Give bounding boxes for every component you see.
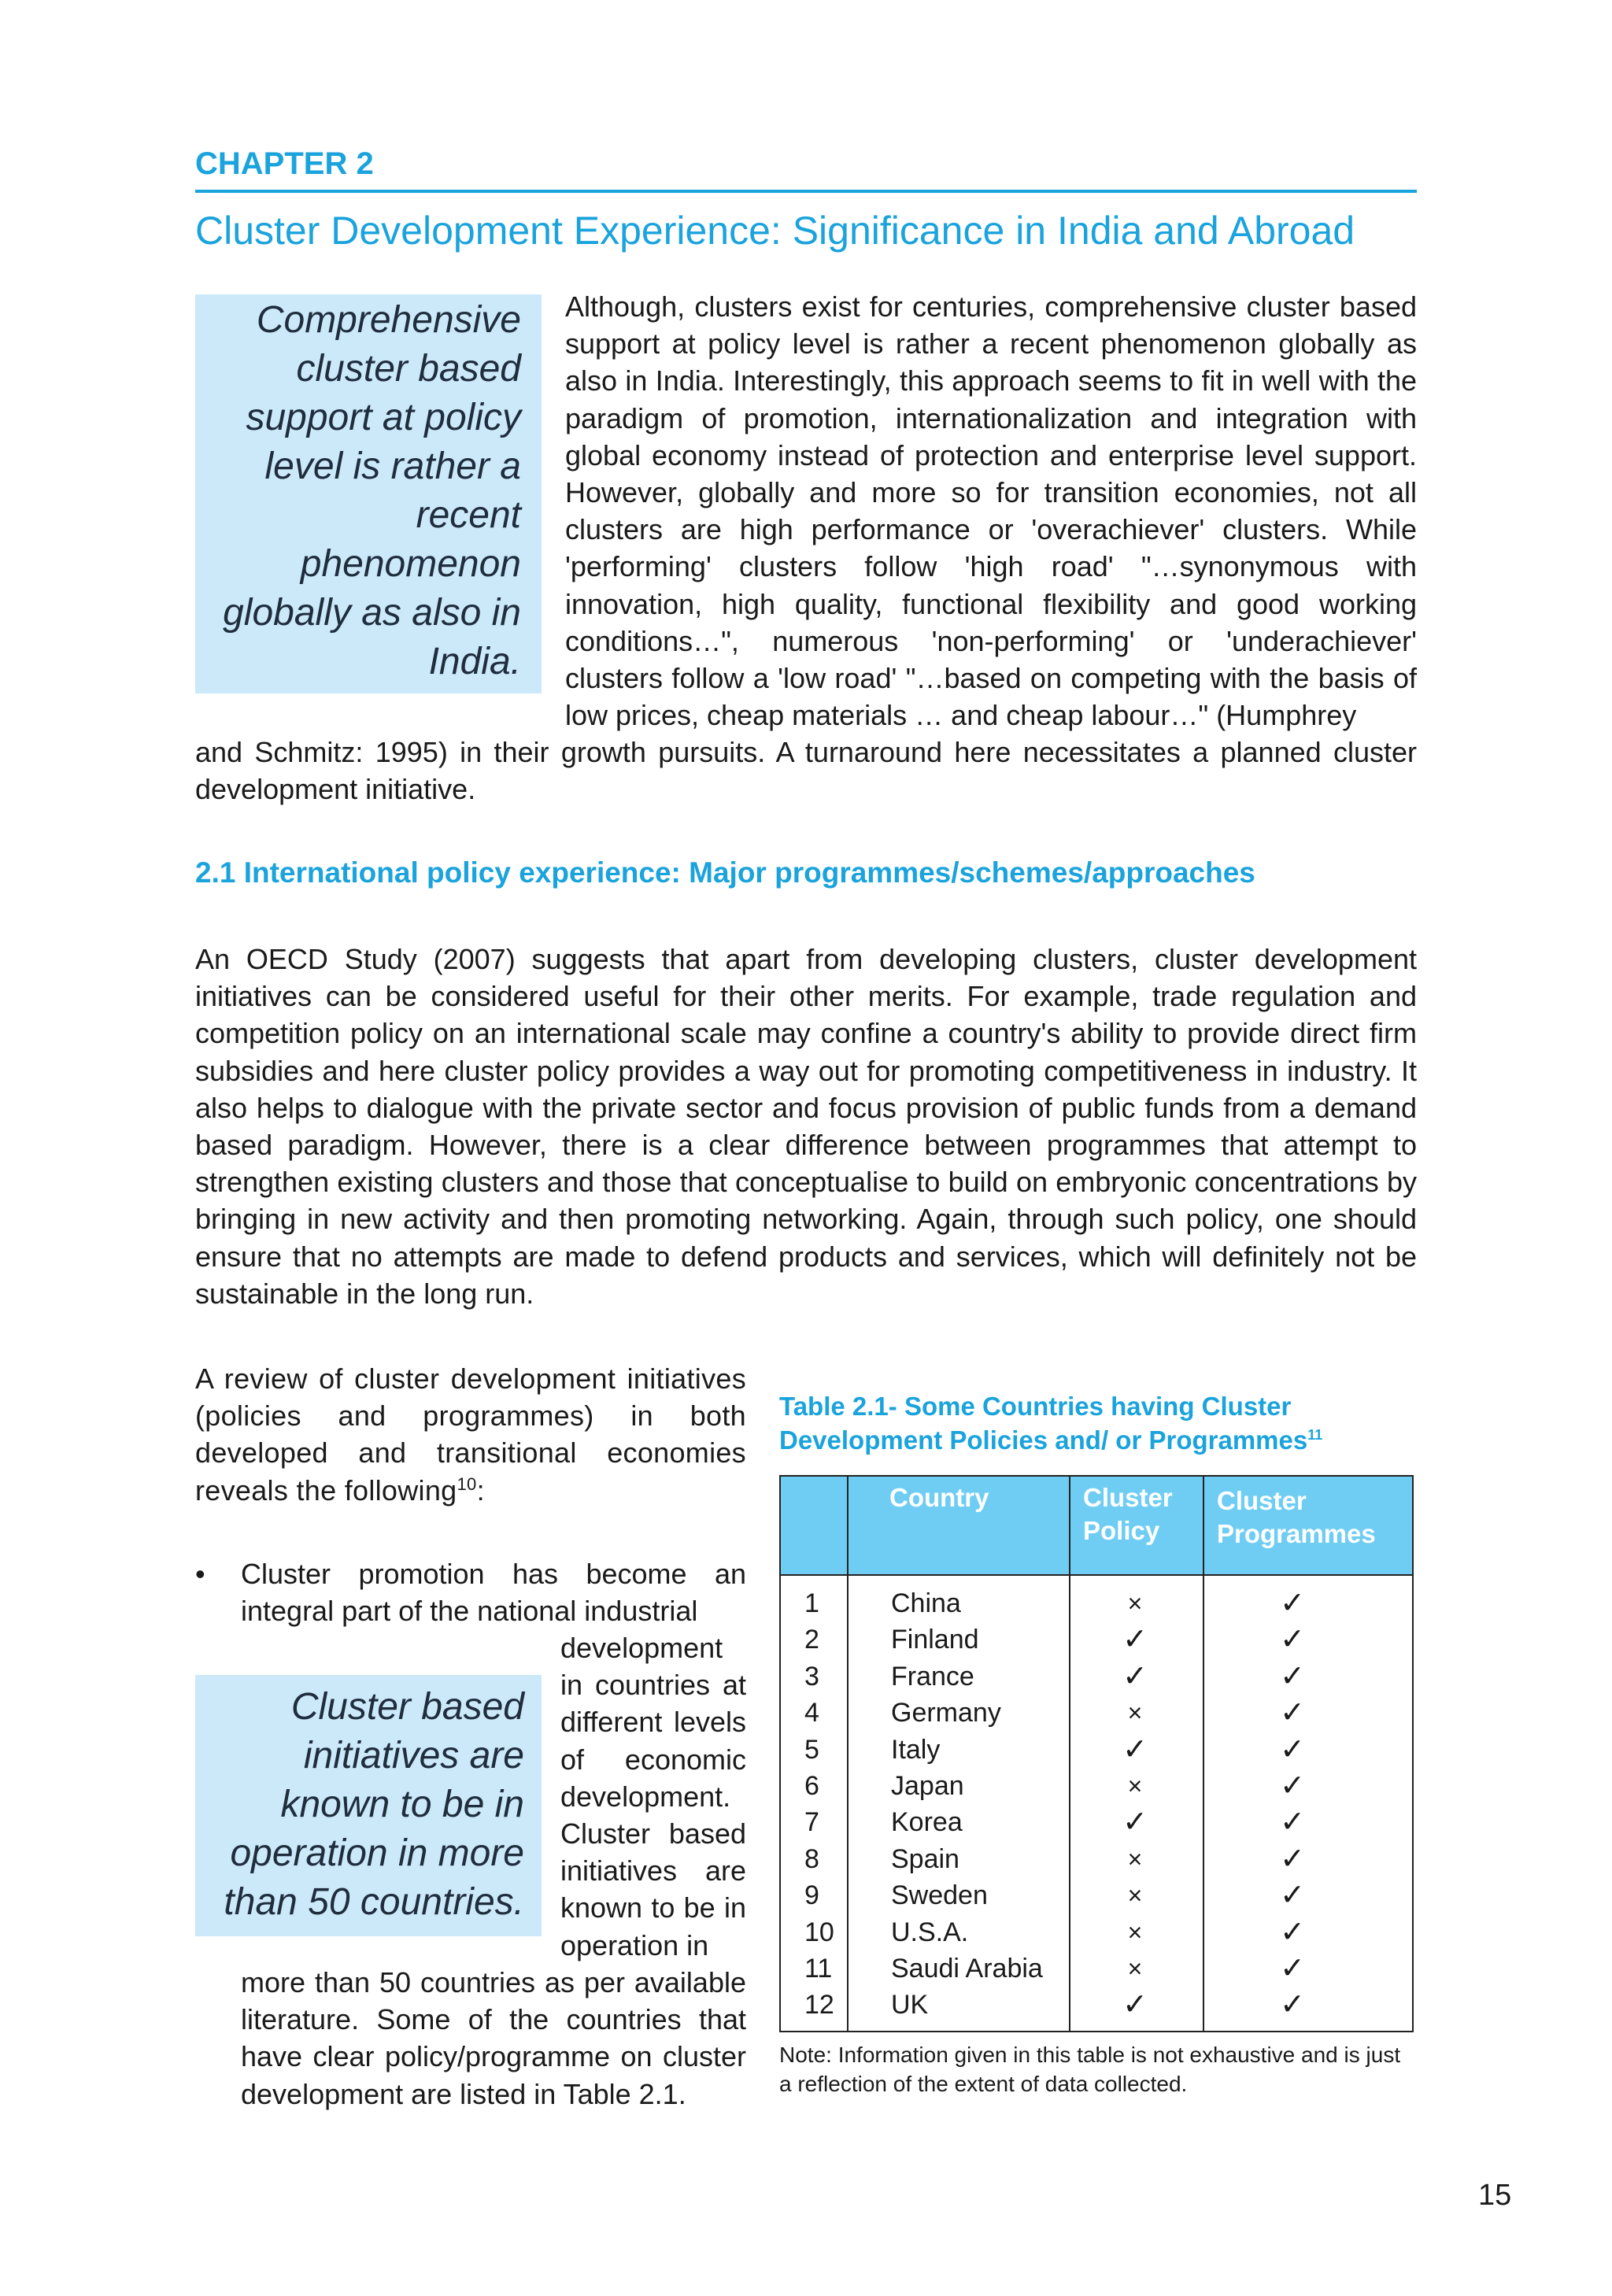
country-table [779,1475,1414,2032]
table-caption [779,1389,1417,1457]
row-number: 3 [804,1661,819,1691]
check-icon: ✓ [1280,1696,1305,1730]
row-country: U.S.A. [891,1917,969,1947]
row-number: 8 [804,1843,819,1874]
intro-paragraph-top: Although, clusters exist for centuries, comprehensive cluster based support at policy level is rather a recent phenomenon globally as also in India. Interestingly, this approach seems to fit in well with the paradigm of promotion, internationalization and integration with global economy instead of protection and enterprise level support. However, globally and more so for transition economies, not all clusters are high performance or 'overachiever' clusters. While 'performing' clusters follow 'high road' "…synonymous with innovation, high quality, functional flexibility and good working conditions…", numerous 'non-performing' or 'underachiever' clusters follow a 'low road' "…based on competing with the basis of low prices, cheap materials … and cheap labour…" (Humphrey [565,290,1417,732]
table-row [781,1804,1412,1840]
section-heading: 2.1 International policy experience: Major programmes/schemes/approaches [195,856,1255,889]
row-country: Finland [891,1625,979,1655]
table-row [781,1658,1412,1695]
row-number: 5 [804,1734,819,1765]
row-number: 7 [804,1807,819,1838]
row-country: Italy [891,1734,941,1765]
row-number: 10 [804,1917,834,1947]
bullet-text-part1: Cluster promotion has become an integral part of the national industrial [241,1558,746,1628]
footnote-ref-10: 10 [457,1473,477,1494]
cross-icon: × [1127,1844,1143,1873]
row-country: Germany [891,1698,1001,1728]
check-icon: ✓ [1280,1842,1305,1876]
check-icon: ✓ [1122,1732,1148,1766]
check-icon: ✓ [1280,1732,1305,1766]
row-number: 9 [804,1880,819,1911]
table-note: Note: Information given in this table is not exhaustive and is just a reflection of the extent of data collected. [779,2043,1401,2096]
check-icon: ✓ [1280,1659,1305,1693]
pull-quote-policy: Comprehensive cluster based support at policy level is rather a recent phenomenon globally as also in India. [195,294,542,693]
review-paragraph [195,1360,746,1509]
check-icon: ✓ [1280,1879,1305,1913]
chapter-divider [195,190,1417,193]
table-row [781,1732,1412,1768]
row-country: UK [891,1990,929,2021]
review-colon: : [476,1473,485,1507]
check-icon: ✓ [1280,1623,1305,1657]
page-number: 15 [1478,2179,1512,2212]
bullet-icon: • [195,1558,205,1590]
header-cluster-programmes: Cluster Programmes [1217,1486,1376,1548]
check-icon: ✓ [1122,1659,1148,1693]
check-icon: ✓ [1280,1806,1305,1839]
row-number: 2 [804,1625,819,1655]
table-row [781,1987,1412,2023]
cross-icon: × [1127,1954,1143,1983]
bullet-text-part3: more than 50 countries as per available literature. Some of the countries that have clear policy/programme on cluster development are listed in Table 2.1. [241,1966,746,2110]
row-number: 12 [804,1990,834,2021]
header-country: Country [889,1483,989,1512]
row-country: Japan [891,1771,964,1801]
table-row [781,1768,1412,1804]
check-icon: ✓ [1280,1769,1305,1802]
row-country: France [891,1661,974,1691]
bullet-text-part2: development in countries at different levels of economic development. Cluster based initiatives are known to be in operation in [560,1632,746,1961]
row-country: Korea [891,1807,963,1838]
check-icon: ✓ [1122,1623,1148,1657]
check-icon: ✓ [1122,1806,1148,1839]
row-country: Saudi Arabia [891,1954,1043,1984]
row-number: 4 [804,1698,819,1728]
row-number: 6 [804,1771,819,1801]
intro-paragraph-bottom: and Schmitz: 1995) in their growth pursuits. A turnaround here necessitates a planned cluster development initiative. [195,736,1417,806]
page-title: Cluster Development Experience: Significance in India and Abroad [195,209,1355,253]
oecd-paragraph: An OECD Study (2007) suggests that apart from developing clusters, cluster development initiatives can be considered useful for their other merits. For example, trade regulation and competition policy on an international scale may confine a country's ability to provide direct firm subsidies and here cluster policy provides a way out for promoting competitiveness in industry. It also helps to dialogue with the private sector and focus provision of public funds from a demand based paradigm. However, there is a clear difference between programmes that attempt to strengthen existing clusters and those that conceptualise to build on embryonic concentrations by bringing in new activity and then promoting networking. Again, through such policy, one should ensure that no attempts are made to defend products and services, which will definitely not be sustainable in the long run. [195,943,1417,1310]
row-country: China [891,1588,961,1618]
pull-quote-countries: Cluster based initiatives are known to be in operation in more than 50 countries. [195,1675,542,1936]
chapter-label: CHAPTER 2 [195,146,374,181]
row-country: Spain [891,1843,959,1874]
check-icon: ✓ [1122,1988,1148,2022]
table-row [781,1695,1412,1731]
table-caption-text: Table 2.1- Some Countries having Cluster Development Policies and/ or Programmes [779,1392,1308,1455]
table-row [781,1841,1412,1877]
table-row [781,1950,1412,1987]
cross-icon: × [1127,1881,1143,1910]
header-cluster-policy: Cluster Policy [1083,1483,1173,1545]
cross-icon: × [1127,1699,1143,1728]
table-row [781,1585,1412,1621]
review-text: A review of cluster development initiatives (policies and programmes) in both developed and transitional economies reveals the following [195,1362,746,1507]
cross-icon: × [1127,1917,1143,1947]
cross-icon: × [1127,1772,1143,1800]
check-icon: ✓ [1280,1915,1305,1949]
table-row [781,1877,1412,1913]
cross-icon: × [1127,1589,1143,1618]
table-row [781,1914,1412,1950]
row-number: 1 [804,1588,819,1618]
row-country: Sweden [891,1880,988,1911]
check-icon: ✓ [1280,1952,1305,1985]
row-number: 11 [804,1954,833,1984]
check-icon: ✓ [1280,1988,1305,2022]
check-icon: ✓ [1280,1587,1305,1620]
table-row [781,1621,1412,1658]
footnote-ref-11: 11 [1307,1427,1323,1443]
